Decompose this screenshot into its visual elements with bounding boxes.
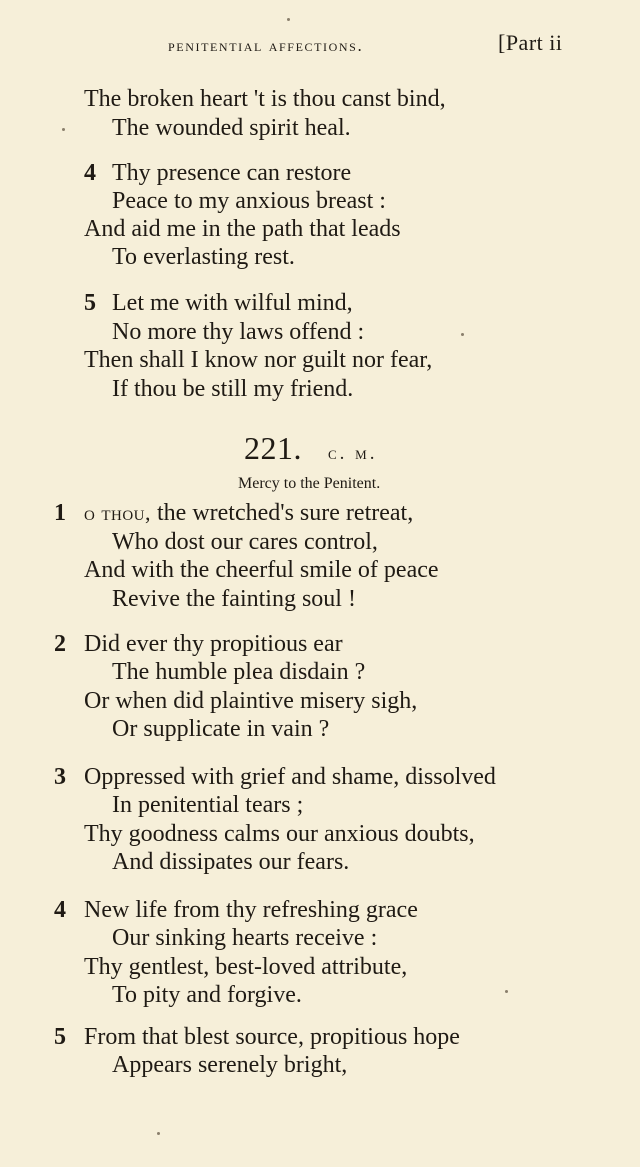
verse-line: Our sinking hearts receive : — [112, 925, 378, 951]
verse-line: To everlasting rest. — [112, 244, 295, 270]
stanza-number: 2 — [54, 631, 66, 657]
verse-line: Oppressed with grief and shame, dissolved — [84, 764, 496, 790]
verse-line: Revive the fainting soul ! — [112, 586, 356, 612]
stanza-number: 4 — [54, 897, 66, 923]
verse-line: Let me with wilful mind, — [112, 290, 353, 316]
verse-line: Thy goodness calms our anxious doubts, — [84, 821, 475, 847]
paper-speck — [461, 333, 464, 336]
verse-line: Peace to my anxious breast : — [112, 188, 386, 214]
page-header — [168, 30, 610, 60]
hymn-number: 221. — [244, 430, 302, 466]
verse-line: The wounded spirit heal. — [112, 115, 351, 141]
opening-words: o thou, — [84, 500, 151, 525]
verse-line: Or supplicate in vain ? — [112, 716, 330, 742]
verse-line: No more thy laws offend : — [112, 319, 365, 345]
stanza-number: 4 — [84, 160, 96, 186]
verse-line: Appears serenely bright, — [112, 1052, 348, 1078]
paper-speck — [287, 18, 290, 21]
verse-line: The humble plea disdain ? — [112, 659, 366, 685]
verse-line-rest: the wretched's sure retreat, — [151, 500, 414, 526]
verse-line: To pity and forgive. — [112, 982, 302, 1008]
verse-line: The broken heart 't is thou canst bind, — [84, 86, 446, 112]
verse-line: Did ever thy propitious ear — [84, 631, 343, 657]
verse-line: Then shall I know nor guilt nor fear, — [84, 347, 433, 373]
verse-line: Who dost our cares control, — [112, 529, 378, 555]
verse-line: And with the cheerful smile of peace — [84, 557, 439, 583]
verse-line: Or when did plaintive misery sigh, — [84, 688, 418, 714]
running-head: penitential affections. — [168, 36, 364, 55]
paper-speck — [505, 990, 508, 993]
paper-speck — [62, 128, 65, 131]
verse-line: From that blest source, propitious hope — [84, 1024, 460, 1050]
verse-line: And dissipates our fears. — [112, 849, 350, 875]
hymn-heading — [244, 430, 377, 467]
verse-line: In penitential tears ; — [112, 792, 304, 818]
stanza-number: 5 — [54, 1024, 66, 1050]
stanza-number: 1 — [54, 500, 66, 526]
hymn-subtitle: Mercy to the Penitent. — [238, 475, 381, 492]
stanza-number: 5 — [84, 290, 96, 316]
verse-line: Thy presence can restore — [112, 160, 352, 186]
hymn-meter: c. m. — [328, 443, 378, 464]
verse-line — [84, 501, 413, 525]
part-label: [Part ii — [498, 30, 563, 55]
stanza-number: 3 — [54, 764, 66, 790]
verse-line: New life from thy refreshing grace — [84, 897, 418, 923]
verse-line: If thou be still my friend. — [112, 376, 354, 402]
paper-speck — [157, 1132, 160, 1135]
verse-line: And aid me in the path that leads — [84, 216, 401, 242]
verse-line: Thy gentlest, best-loved attribute, — [84, 954, 408, 980]
